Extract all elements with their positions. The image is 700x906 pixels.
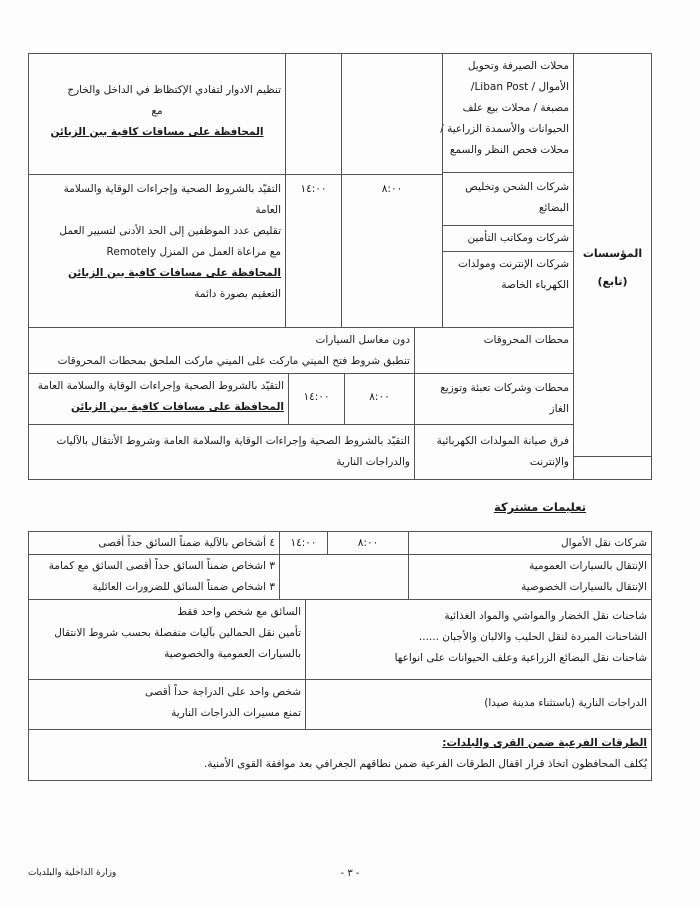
notes-underlined: المحافظة على مسافات كافية بين الزبائن xyxy=(67,267,281,279)
notes-line: مع مراعاة العمل من المنزل Remotely xyxy=(106,246,281,258)
sector-line: الحيوانات والأسمدة الزراعية / xyxy=(440,123,569,135)
sector-line: شركات ومكاتب التأمين xyxy=(467,232,569,244)
time-from: ٨:٠٠ xyxy=(369,391,390,403)
ministry-name: وزارة الداخلية والبلديات xyxy=(28,868,117,878)
notes-underlined: المحافظة على مسافات كافية بين الزبائن xyxy=(50,126,264,138)
notes-line: مع xyxy=(151,105,163,117)
sector-line: الشاحنات المبردة لنقل الحليب والالبان والأجبان ...... xyxy=(418,631,647,643)
row-gas-sector xyxy=(414,373,574,425)
sector-line: فرق صيانة المولدات الكهربائية xyxy=(436,435,569,447)
row-exchange-sector xyxy=(442,53,574,173)
row-insurance-sector xyxy=(442,225,574,252)
row-money-transport-notes xyxy=(28,531,280,555)
row-money-transport-from xyxy=(327,531,409,555)
sector-line: شركات الإنترنت ومولدات xyxy=(457,258,569,270)
row-cars-notes xyxy=(28,554,280,600)
category-label xyxy=(573,240,652,296)
category-subtitle: (تابع) xyxy=(597,275,628,288)
sector-line: الكهرباء الخاصة xyxy=(501,279,569,291)
row-money-transport-to xyxy=(279,531,328,555)
time-from: ٨:٠٠ xyxy=(381,183,403,195)
category-cell-bottom xyxy=(573,456,652,480)
sector-line: محلات الصيرفة وتحويل xyxy=(467,60,569,72)
side-roads-title: الطرقات الفرعية ضمن القرى والبلدات: xyxy=(442,737,647,749)
row-money-transport-sector xyxy=(408,531,652,555)
row-shipping-notes xyxy=(28,174,286,328)
row-shipping-sector xyxy=(442,172,574,226)
sector-line: محطات وشركات تعبئة وتوزيع xyxy=(440,382,569,394)
time-from: ٨:٠٠ xyxy=(357,537,379,549)
row-fuel-sector xyxy=(414,327,574,374)
row-internet-sector xyxy=(442,251,574,328)
sector-line: الدراجات النارية (باستثناء مدينة صيدا) xyxy=(484,697,647,709)
row-trucks-sector xyxy=(305,599,652,680)
notes-line: تنظيم الادوار لتفادي الإكتظاظ في الداخل والخارج xyxy=(67,84,281,96)
row-motorcycles-notes xyxy=(28,679,306,730)
sector-line: شركات نقل الأموال xyxy=(560,537,647,549)
notes-line: السائق مع شخص واحد فقط xyxy=(177,606,301,618)
row-trucks-notes xyxy=(28,599,306,680)
notes-line: التقيّد بالشروط الصحية وإجراءات الوقاية والسلامة xyxy=(63,183,281,195)
notes-line: التعقيم بصورة دائمة xyxy=(194,288,281,300)
notes-line: ٣ اشخاص ضمناً السائق حداً أقصى السائق مع كمامة xyxy=(48,560,275,572)
page-number: - ٣ - xyxy=(340,868,360,879)
sector-line: الأموال / Liban Post/ xyxy=(470,81,569,93)
time-to: ١٤:٠٠ xyxy=(290,537,317,549)
notes-underlined: المحافظة على مسافات كافية بين الزبائن xyxy=(70,401,284,413)
notes-line: تنطبق شروط فتح الميني ماركت على الميني ماركت الملحق بمحطات المحروقات xyxy=(57,355,410,367)
sector-line: مصبغة / محلات بيع علف xyxy=(462,102,569,114)
row-gas-to xyxy=(288,373,345,425)
row-gas-from xyxy=(344,373,415,425)
side-roads-cell xyxy=(28,729,652,781)
row-shipping-from xyxy=(341,174,443,328)
sector-line: البضائع xyxy=(538,202,569,214)
row-cars-time xyxy=(279,554,409,600)
notes-line: دون مغاسل السيارات xyxy=(315,334,410,346)
sector-line: شاحنات نقل البضائع الزراعية وعلف الحيوانات على انواعها xyxy=(394,652,647,664)
row-motorcycles-sector xyxy=(305,679,652,730)
row-exchange-to xyxy=(285,53,342,175)
time-to: ١٤:٠٠ xyxy=(303,391,330,403)
sector-line: الغاز xyxy=(549,403,569,415)
notes-line: تأمين نقل الحمالين بآليات منفصلة بحسب شروط الانتقال xyxy=(54,627,301,639)
sector-line: شاحنات نقل الخضار والمواشي والمواد الغذائية xyxy=(444,610,647,622)
sector-line: والإنترنت xyxy=(529,456,569,468)
notes-line: ٤ أشخاص بالآلية ضمناً السائق حداً أقصى xyxy=(98,537,275,549)
notes-line: ٣ اشخاص ضمناً السائق للضرورات العائلية xyxy=(92,581,275,593)
sector-line: محلات فحص النظر والسمع xyxy=(449,144,569,156)
side-roads-text: يُكلف المحافظون اتخاذ قرار اقفال الطرقات الفرعية ضمن نطاقهم الجغرافي بعد موافقة القوى الأمنية. xyxy=(204,758,647,770)
sector-line: الإنتقال بالسيارات الخصوصية xyxy=(521,581,647,593)
sector-line: شركات الشحن وتخليص xyxy=(465,181,569,193)
notes-line: التقيّد بالشروط الصحية وإجراءات الوقاية والسلامة العامة وشروط الأنتقال بالآليات xyxy=(56,435,410,447)
notes-line: والدراجات النارية xyxy=(336,456,410,468)
row-generators-notes xyxy=(28,424,415,480)
row-shipping-to xyxy=(285,174,342,328)
section-title: تعليمات مشتركة xyxy=(493,500,587,514)
sector-line: محطات المحروقات xyxy=(483,334,569,346)
row-exchange-from xyxy=(341,53,443,175)
notes-line: التقيّد بالشروط الصحية وإجراءات الوقاية والسلامة العامة xyxy=(37,380,284,392)
notes-line: بالسيارات العمومية والخصوصية xyxy=(164,648,301,660)
notes-line: شخص واحد على الدراجة حداً أقصى xyxy=(144,686,301,698)
category-title: المؤسسات xyxy=(582,247,643,260)
row-exchange-notes xyxy=(28,53,286,175)
time-to: ١٤:٠٠ xyxy=(300,183,327,195)
sector-line: الإنتقال بالسيارات العمومية xyxy=(529,560,647,572)
row-cars-sector xyxy=(408,554,652,600)
notes-line: تقليص عدد الموظفين إلى الحد الأدنى لتسيير العمل xyxy=(59,225,281,237)
row-fuel-notes xyxy=(28,327,415,374)
row-generators-sector xyxy=(414,424,574,480)
row-gas-notes xyxy=(28,373,289,425)
notes-line: تمنع مسيرات الدراجات النارية xyxy=(171,707,301,719)
notes-line: العامة xyxy=(255,204,281,216)
